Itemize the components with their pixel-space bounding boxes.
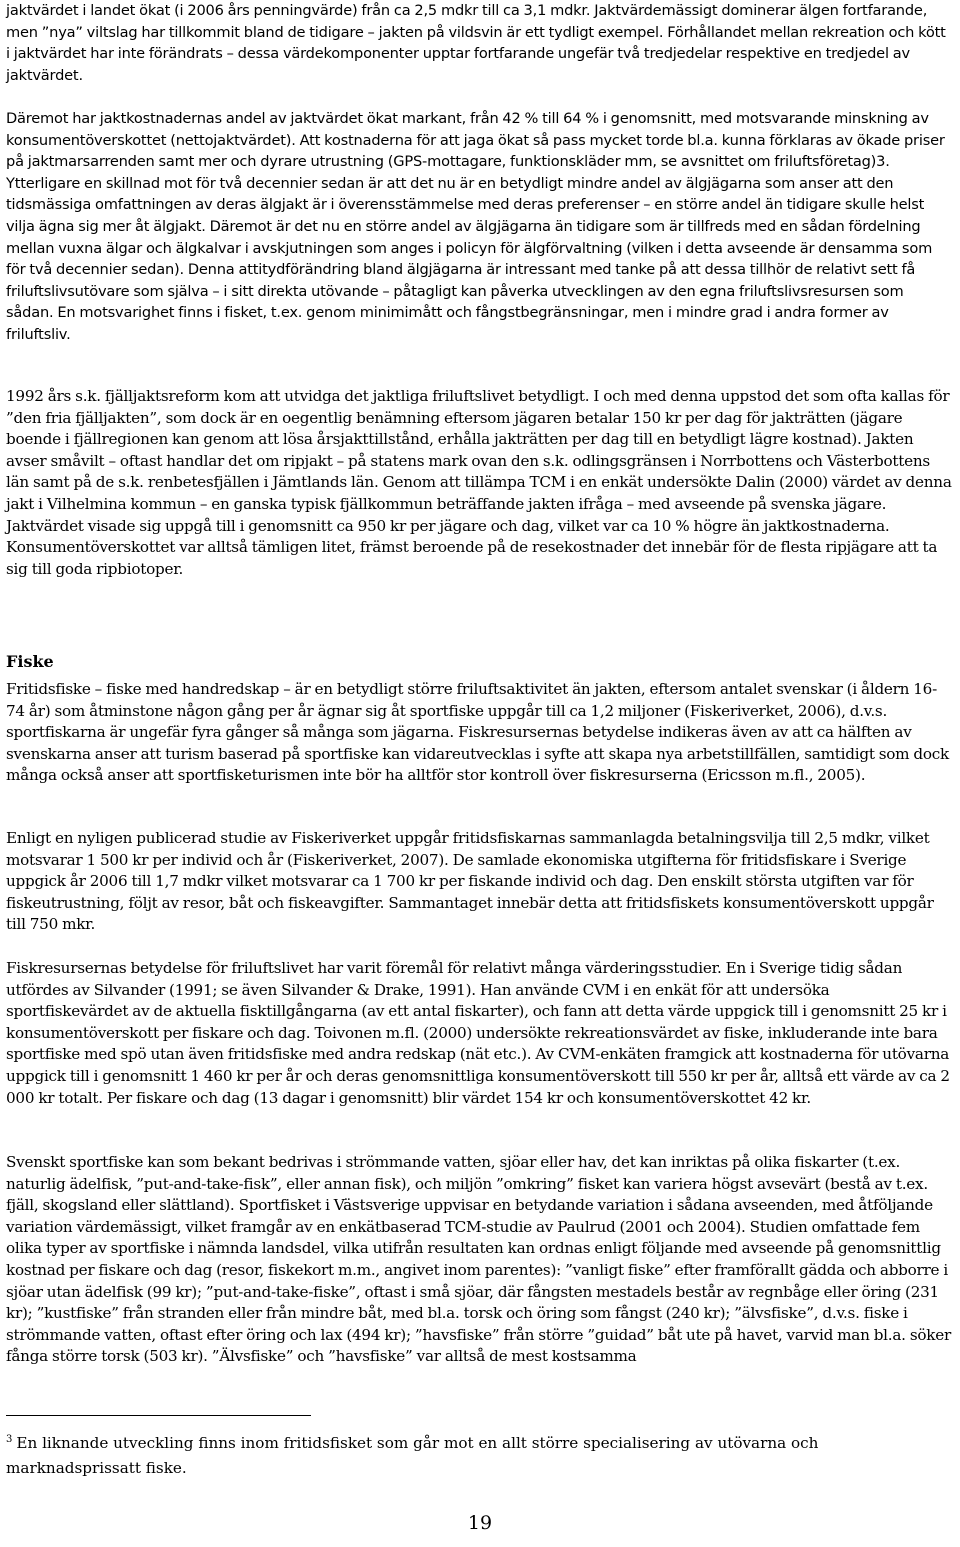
paragraph-fiskeriverket-studie: Enligt en nyligen publicerad studie av Fiskeriverket uppgår fritidsfiskarnas sammanlagda betalningsvilja till 2,5 mdkr, vilket motsvarar 1 500 kr per individ och år (Fiskeriverket, 2007). De samlade ekonomiska utgifterna för fritidsfiskare i Sverige uppgick år 2006 till 1,7 mdkr vilket motsvarar ca 1 700 kr per fiskande individ och dag. Den enskilt största utgiften var för fiskeutrustning, följt av resor, båt och fiskeavgifter. Sammantaget innebär detta att fritidsfiskets konsumentöverskott uppgår till 750 mkr. <box>6 829 934 934</box>
paragraph-sportfiske-variation: Svenskt sportfiske kan som bekant bedrivas i strömmande vatten, sjöar eller hav, det kan inriktas på olika fiskarter (t.ex. naturlig ädelfisk, ”put-and-take-fisk”, eller annan fisk), och miljön ”omkring” fisket kan variera högst avsevärt (bestå av t.ex. fjäll, skogsland eller slättland). Sportfisket i Västsverige uppvisar en betydande variation i sådana avseenden, med åtföljande variation värdemässigt, vilket framgår av en enkätbaserad TCM-studie av Paulrud (2001 och 2004). Studien omfattade fem olika typer av sportfiske i nämnda landsdel, vilka utifrån resultaten kan ordnas enligt följande med avseende på genomsnittlig kostnad per fiskare och dag (resor, fiskekort m.m., angivet inom parentes): ”vanligt fiske” efter framförallt gädda och abborre i sjöar utan ädelfisk (99 kr); ”put-and-take-fiske”, oftast i små sjöar, där fångsten mestadels består av regnbåge eller öring (231 kr); ”kustfiske” från stranden eller från mindre båt, med bl.a. torsk och öring som fångst (240 kr); ”älvsfiske”, d.v.s. fiske i strömmande vatten, oftast efter öring och lax (494 kr); ”havsfiske” från större ”guidad” båt ute på havet, varvid man bl.a. söker fånga större torsk (503 kr). ”Älvsfiske” och ”havsfiske” var alltså de mest kostsamma <box>6 1153 951 1366</box>
paragraph-fjalljaktsreform: 1992 års s.k. fjälljaktsreform kom att utvidga det jaktliga friluftslivet betydligt. I och med denna uppstod det som ofta kallas för ”den fria fjälljakten”, som dock är en oegentlig benämning eftersom jägaren betalar 150 kr per dag för jakträtten (jägare boende i fjällregionen kan genom att lösa årsjakttillstånd, erhålla jakträtten per dag till en betydligt lägre kostnad). Jakten avser småvilt – oftast handlar det om ripjakt – på statens mark ovan den s.k. odlingsgränsen i Norrbottens och Västerbottens län samt på de s.k. renbetesfjällen i Jämtlands län. Genom att tillämpa TCM i en enkät undersökte Dalin (2000) värdet av denna jakt i Vilhelmina kommun – en ganska typisk fjällkommun beträffande jakten ifråga – med avseende på svenska jägare. Jaktvärdet visade sig uppgå till i genomsnitt ca 950 kr per jägare och dag, vilket var ca 10 % högre än jaktkostnaderna. Konsumentöverskottet var alltså tämligen litet, främst beroende på de resekostnader det innebär för de flesta ripjägare att ta sig till goda ripbiotoper. <box>6 387 952 578</box>
footnote <box>6 1427 952 1481</box>
footnote-separator <box>6 1415 311 1416</box>
paragraph-jaktvarde-intro: jaktvärdet i landet ökat (i 2006 års penningvärde) från ca 2,5 mdkr till ca 3,1 mdkr. Jaktvärdemässigt dominerar älgen fortfarande, men ”nya” viltslag har tillkommit bland de tidigare – jakten på vildsvin är ett tydligt exempel. Förhållandet mellan rekreation och kött i jaktvärdet har inte förändrats – dessa värdekomponenter upptar fortfarande ungefär två tredjedelar respektive en tredjedel av jaktvärdet. <box>6 2 946 84</box>
paragraph-fritidsfiske: Fritidsfiske – fiske med handredskap – är en betydligt större friluftsaktivitet än jakten, eftersom antalet svenskar (i åldern 16-74 år) som åtminstone någon gång per år ägnar sig åt sportfiske uppgår till ca 1,2 miljoner (Fiskeriverket, 2006), d.v.s. sportfiskarna är ungefär fyra gånger så många som jägarna. Fiskresursernas betydelse indikeras även av att ca hälften av svenskarna anser att turism baserad på sportfiske kan vidareutvecklas i syfte att skapa nya arbetstillfällen, samtidigt som dock många också anser att sportfisketurismen inte bör ha alltför stor kontroll över fiskresurserna (Ericsson m.fl., 2005). <box>6 680 949 785</box>
footnote-text: En liknande utveckling finns inom fritidsfisket som går mot en allt större specialisering av utövarna och marknadsprissatt fiske. <box>6 1434 819 1477</box>
page-number: 19 <box>467 1512 493 1534</box>
paragraph-jaktkostnader: Däremot har jaktkostnadernas andel av jaktvärdet ökat markant, från 42 % till 64 % i genomsnitt, med motsvarande minskning av konsumentöverskottet (nettojaktvärdet). Att kostnaderna för att jaga ökat så pass mycket torde bl.a. kunna förklaras av ökade priser på jaktmarsarrenden samt mer och dyrare utrustning (GPS-mottagare, funktionskläder mm, se avsnittet om friluftsföretag)3. Ytterligare en skillnad mot för två decennier sedan är att det nu är en betydligt mindre andel av älgjägarna som anser att den tidsmässiga omfattningen av deras älgjakt är i överensstämmelse med deras preferenser – en större andel än tidigare skulle helst vilja ägna sig mer åt älgjakt. Däremot är det nu en större andel av älgjägarna än tidigare som är tillfreds med en sådan fördelning mellan vuxna älgar och älgkalvar i avskjutningen som anges i policyn för älgförvaltning (vilken i detta avseende är densamma som för två decennier sedan). Denna attitydförändring bland älgjägarna är intressant med tanke på att dessa tillhör de relativt sett få friluftslivsutövare som själva – i sitt direkta utövande – påtagligt kan påverka utvecklingen av den egna friluftslivsresursen som sådan. En motsvarighet finns i fisket, t.ex. genom minimimått och fångstbegränsningar, men i mindre grad i andra former av friluftsliv. <box>6 110 945 343</box>
footnote-marker: 3 <box>6 1434 13 1445</box>
paragraph-vardestudier: Fiskresursernas betydelse för friluftslivet har varit föremål för relativt många värderingsstudier. En i Sverige tidig sådan utfördes av Silvander (1991; se även Silvander & Drake, 1991). Han använde CVM i en enkät för att undersöka sportfiskevärdet av de aktuella fisktillgångarna (av ett antal fiskarter), och fann att detta värde uppgick till i genomsnitt 25 kr i konsumentöverskott per fiskare och dag. Toivonen m.fl. (2000) undersökte rekreationsvärdet av fiske, inkluderande inte bara sportfiske med spö utan även fritidsfiske med andra redskap (nät etc.). Av CVM-enkäten framgick att kostnaderna för utövarna uppgick till i genomsnitt 1 460 kr per år och deras genomsnittliga konsumentöverskott till 550 kr per år, alltså ett värde av ca 2 000 kr totalt. Per fiskare och dag (13 dagar i genomsnitt) blir värdet 154 kr och konsumentöverskottet 42 kr. <box>6 959 950 1107</box>
section-heading-fiske: Fiske <box>6 652 54 671</box>
